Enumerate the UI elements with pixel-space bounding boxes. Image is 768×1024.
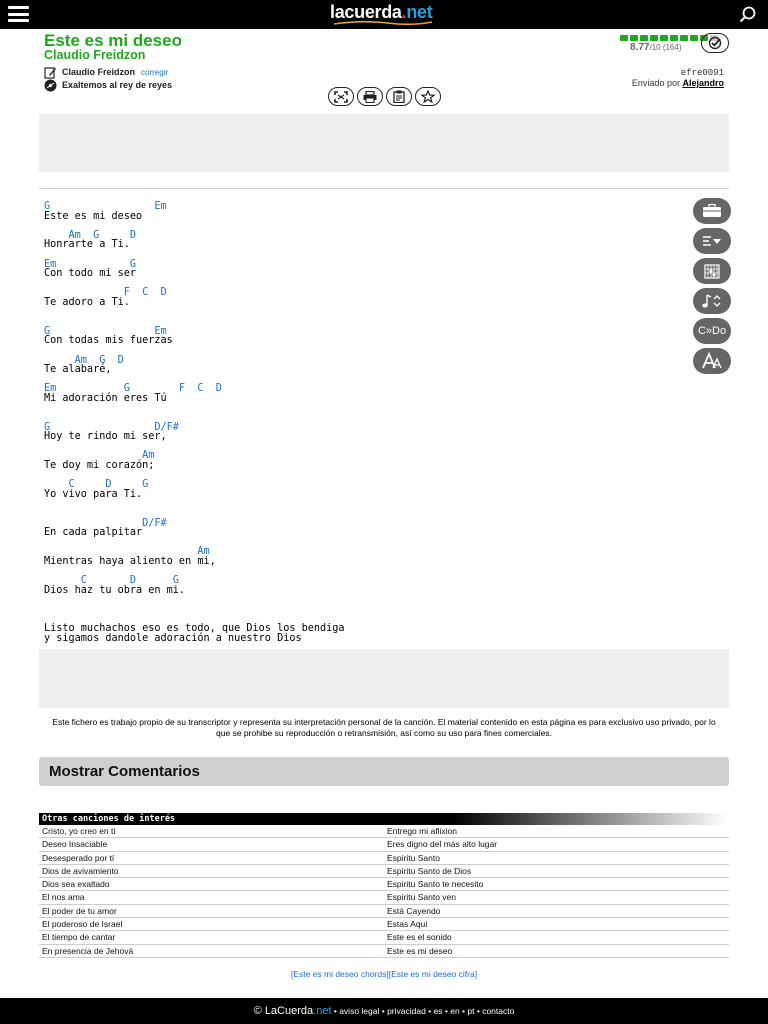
search-icon[interactable] — [738, 5, 758, 25]
transpose-icon — [701, 293, 723, 309]
verified-button[interactable] — [701, 33, 729, 53]
footer-separator: • — [379, 1006, 388, 1016]
side-toolbar — [693, 198, 731, 374]
chord-line: F C D — [44, 287, 167, 299]
footer-copyright: © LaCuerda — [253, 1005, 314, 1017]
related-songs-grid — [39, 825, 729, 958]
briefcase-button[interactable] — [693, 198, 731, 224]
related-song-link[interactable]: En presencia de Jehová — [39, 945, 384, 958]
disc-icon — [44, 79, 57, 92]
related-song-link[interactable]: Espiritu Santo ven — [384, 891, 729, 904]
blank-line — [44, 221, 664, 231]
lyric-line: Honrarte a Ti. — [44, 239, 130, 251]
related-song-link[interactable]: El poderoso de Israel — [39, 918, 384, 931]
hamburger-icon[interactable] — [8, 6, 29, 22]
lyric-line: Listo muchachos eso es todo, que Dios los bendiga — [44, 623, 345, 635]
print-button[interactable] — [357, 87, 383, 106]
lyric-line: Con todo mi ser — [44, 268, 137, 280]
chord-line: Em G — [44, 258, 137, 270]
song-title: Este es mi deseo — [44, 31, 182, 50]
chord-line: Am G D — [44, 354, 124, 366]
corregir-link[interactable]: corregir — [141, 67, 169, 77]
footer-link[interactable]: es — [433, 1006, 443, 1016]
related-song-link[interactable]: Está Cayendo — [384, 905, 729, 918]
rating-score — [630, 42, 682, 53]
transpose-button[interactable] — [693, 288, 731, 314]
rating-pip[interactable] — [690, 35, 698, 41]
footer-link[interactable]: en — [450, 1006, 460, 1016]
footer-links — [332, 1006, 515, 1016]
chord-line: Am G D — [44, 229, 137, 241]
rating-pip[interactable] — [680, 35, 688, 41]
rating-pip[interactable] — [620, 35, 628, 41]
related-song-link[interactable]: Estas Aquí — [384, 918, 729, 931]
show-comments-button[interactable]: Mostrar Comentarios — [39, 757, 729, 786]
related-song-link[interactable]: El poder de tu amor — [39, 905, 384, 918]
album-row — [44, 78, 172, 92]
print-icon — [363, 91, 377, 103]
related-song-link[interactable]: Cristo, yo creo en tí — [39, 825, 384, 838]
related-songs — [39, 813, 729, 958]
lyric-line: Hoy te rindo mi ser, — [44, 431, 167, 443]
lyric-line: Mi adoración eres Tú — [44, 392, 167, 404]
author-row — [44, 65, 168, 79]
author-name[interactable]: Claudio Freidzon — [62, 67, 135, 77]
lyric-line: Mientras haya aliento en mi, — [44, 555, 216, 567]
blank-line — [44, 308, 664, 318]
cifra-link[interactable]: [Este es mi deseo cifra] — [388, 969, 478, 979]
footer-separator: • — [442, 1006, 451, 1016]
related-song-link[interactable]: Desesperado por tí — [39, 852, 384, 865]
lyric-line: Este es mi deseo — [44, 210, 143, 222]
chord-line: Em G F C D — [44, 383, 222, 395]
divider — [39, 188, 729, 189]
chord-line: C D G — [44, 575, 179, 587]
font-size-button[interactable] — [693, 348, 731, 374]
footer-separator: • — [459, 1006, 468, 1016]
sent-by — [632, 78, 724, 88]
scroll-speed-icon — [702, 234, 722, 248]
chord-line: Am — [44, 546, 210, 558]
toolbar — [328, 87, 441, 106]
briefcase-icon — [702, 204, 722, 218]
favorite-button[interactable] — [415, 87, 441, 106]
chord-line: G Em — [44, 201, 167, 212]
song-artist[interactable]: Claudio Freidzon — [44, 48, 146, 62]
blank-line — [44, 346, 664, 356]
logo-dot: . — [401, 2, 407, 22]
related-song-link[interactable]: Espiritu Santo de Dios — [384, 865, 729, 878]
related-song-link[interactable]: Entrego mi aflixion — [384, 825, 729, 838]
notation-button[interactable]: C»Do — [693, 318, 731, 344]
chord-line: D/F# — [44, 517, 167, 529]
related-song-link[interactable]: Este es mi deseo — [384, 945, 729, 958]
sent-by-label: Enviado por — [631, 78, 680, 88]
chord-diagram-icon — [703, 263, 721, 279]
footer-link[interactable]: aviso legal — [339, 1006, 380, 1016]
scroll-speed-button[interactable] — [693, 228, 731, 254]
footer-separator: • — [425, 1006, 434, 1016]
font-size-icon — [701, 352, 723, 370]
lyric-line: Te adoro a Ti. — [44, 296, 130, 308]
related-song-link[interactable]: El nos ama — [39, 891, 384, 904]
footer-separator: • — [331, 1006, 340, 1016]
footer-brand[interactable] — [254, 1005, 332, 1017]
edit-icon — [44, 66, 57, 79]
chord-line: G D/F# — [44, 421, 179, 433]
blank-line — [44, 605, 664, 615]
score-count: /10 (164) — [649, 43, 682, 52]
alt-links — [0, 969, 768, 979]
score-value: 8.77 — [630, 42, 650, 53]
album-name[interactable]: Exaltemos al rey de reyes — [62, 80, 173, 90]
rating-pip[interactable] — [640, 35, 648, 41]
rating-pip[interactable] — [670, 35, 678, 41]
related-songs-title: Otras canciones de interés — [39, 813, 729, 825]
ad-placeholder-bottom — [39, 649, 729, 708]
copy-button[interactable] — [386, 87, 412, 106]
footer-separator: • — [474, 1006, 483, 1016]
footer-net: .net — [313, 1005, 332, 1017]
related-song-link[interactable]: Este es el sonido — [384, 931, 729, 944]
lyric-line: Con todas mis fuerzas — [44, 335, 173, 347]
lyric-line: Yo vivo para Ti. — [44, 488, 143, 500]
chord-line: Am — [44, 450, 155, 462]
lyric-line: y sigamos dandole adoración a nuestro Dios — [44, 632, 302, 644]
footer — [0, 998, 768, 1024]
related-song-link[interactable]: Deseo Insaciable — [39, 838, 384, 851]
chord-sheet — [44, 202, 664, 643]
footer-link[interactable]: privacidad — [387, 1006, 426, 1016]
blank-line — [44, 403, 664, 413]
disclaimer-text: Este fichero es trabajo propio de su transcriptor y representa su interpretación personal de la canción. El material contenido en esta página es para exclusivo uso privado, por lo que se prohibe su reproducción o retransmisión, así como su uso para fines comerciales. — [52, 717, 716, 738]
star-icon — [421, 90, 435, 103]
fullscreen-icon — [334, 91, 348, 103]
chords-link[interactable]: [Este es mi deseo chords] — [290, 969, 389, 979]
logo-swoosh-icon — [332, 20, 434, 26]
related-song-link[interactable]: Eres digno del más alto lugar — [384, 838, 729, 851]
sent-by-user-link[interactable]: Alejandro — [682, 78, 724, 88]
chord-line: C D G — [44, 479, 149, 491]
lyric-line: Dios haz tu obra en mi. — [44, 584, 186, 596]
footer-link[interactable]: contacto — [482, 1006, 515, 1016]
related-song-link[interactable]: Espiritu Santo te necesito — [384, 878, 729, 891]
logo-net: net — [406, 2, 433, 22]
logo-text: lacuerda — [330, 2, 402, 22]
lyric-line: Te doy mi corazón; — [44, 460, 155, 472]
lyric-line: Te alabaré, — [44, 364, 112, 376]
blank-line — [44, 595, 664, 605]
verified-check-icon — [708, 36, 722, 50]
lyric-line: En cada palpitar — [44, 527, 143, 539]
blank-line — [44, 250, 664, 260]
related-song-link[interactable]: El tiempo de cantar — [39, 931, 384, 944]
blank-line — [44, 499, 664, 509]
footer-link[interactable]: pt — [467, 1006, 475, 1016]
rating-pip[interactable] — [630, 35, 638, 41]
chord-diagram-button[interactable] — [693, 258, 731, 284]
ad-placeholder-top — [39, 114, 729, 172]
related-song-link[interactable]: Espiritu Santo — [384, 852, 729, 865]
rating-pip[interactable] — [650, 35, 658, 41]
top-bar — [0, 0, 768, 29]
related-song-link[interactable]: Dios sea exaltado — [39, 878, 384, 891]
clipboard-icon — [393, 90, 405, 103]
uploader-name: efre0091 — [680, 68, 724, 78]
rating-pip[interactable] — [660, 35, 668, 41]
related-song-link[interactable]: Dios de avivamiento — [39, 865, 384, 878]
fullscreen-button[interactable] — [328, 87, 354, 106]
chord-line: G Em — [44, 325, 167, 337]
